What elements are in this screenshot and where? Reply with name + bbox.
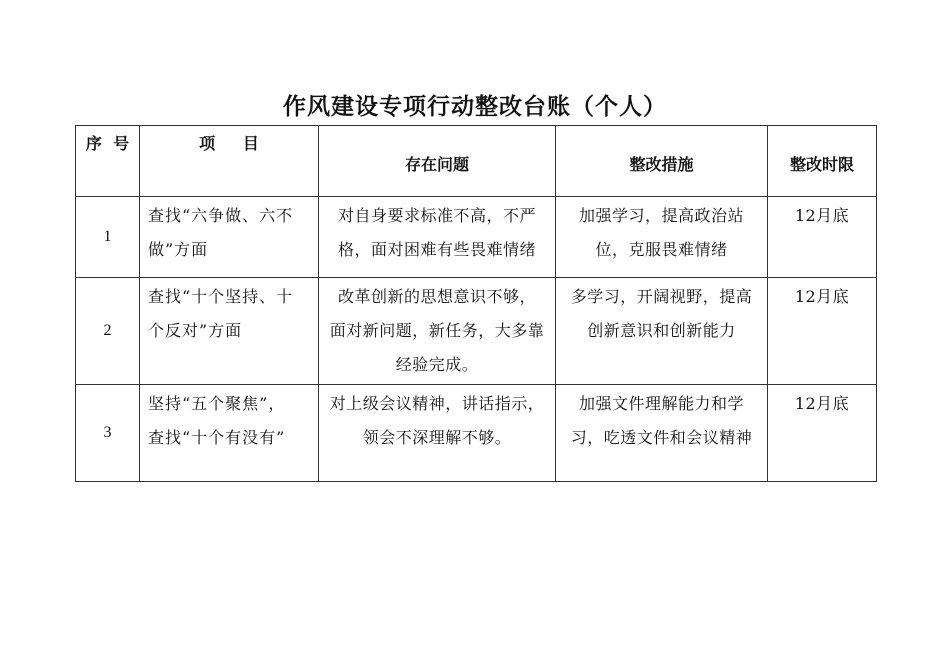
header-problem: 存在问题 <box>319 126 556 197</box>
problem-line: 改革创新的思想意识不够， <box>337 287 536 306</box>
measure-line: 加强文件理解能力和学 <box>578 394 744 413</box>
row-measure <box>556 197 768 278</box>
measure-line: 加强学习，提高政治站 <box>578 206 744 225</box>
row-seq: 3 <box>76 385 140 482</box>
row-measure <box>556 385 768 482</box>
row-item <box>140 385 319 482</box>
item-line: 坚持“五个聚焦”， <box>148 394 286 413</box>
row-item <box>140 278 319 385</box>
table-row <box>76 197 877 278</box>
header-item: 项 目 <box>140 126 319 197</box>
item-line: 做”方面 <box>148 240 209 259</box>
measure-line: 多学习，开阔视野，提高 <box>570 287 753 306</box>
item-line: 查找“六争做、六不 <box>148 206 294 225</box>
item-line: 个反对”方面 <box>148 321 243 340</box>
row-problem <box>319 385 556 482</box>
row-deadline: 12月底 <box>768 278 877 385</box>
row-problem <box>319 197 556 278</box>
row-deadline: 12月底 <box>768 385 877 482</box>
measure-line: 位，克服畏难情绪 <box>595 240 728 259</box>
row-measure <box>556 278 768 385</box>
table-row <box>76 278 877 385</box>
row-seq: 2 <box>76 278 140 385</box>
header-deadline: 整改时限 <box>768 126 877 197</box>
row-problem <box>319 278 556 385</box>
item-line: 查找“十个坚持、十 <box>148 287 294 306</box>
problem-line: 面对新问题，新任务，大多靠 <box>329 321 545 340</box>
row-item <box>140 197 319 278</box>
header-seq: 序 号 <box>76 126 140 197</box>
problem-line: 领会不深理解不够。 <box>362 428 512 447</box>
row-seq: 1 <box>76 197 140 278</box>
header-measure: 整改措施 <box>556 126 768 197</box>
row-deadline: 12月底 <box>768 197 877 278</box>
table-row <box>76 385 877 482</box>
measure-line: 创新意识和创新能力 <box>587 321 736 340</box>
problem-line: 对自身要求标准不高，不严 <box>337 206 536 225</box>
problem-line: 经验完成。 <box>395 355 479 374</box>
problem-line: 格，面对困难有些畏难情绪 <box>337 240 536 259</box>
rectification-ledger-table <box>75 125 877 482</box>
item-line: 查找“十个有没有” <box>148 428 286 447</box>
problem-line: 对上级会议精神，讲话指示， <box>329 394 545 413</box>
table-header-row <box>76 126 877 197</box>
page-title: 作风建设专项行动整改台账（个人） <box>283 93 667 120</box>
measure-line: 习，吃透文件和会议精神 <box>570 428 753 447</box>
